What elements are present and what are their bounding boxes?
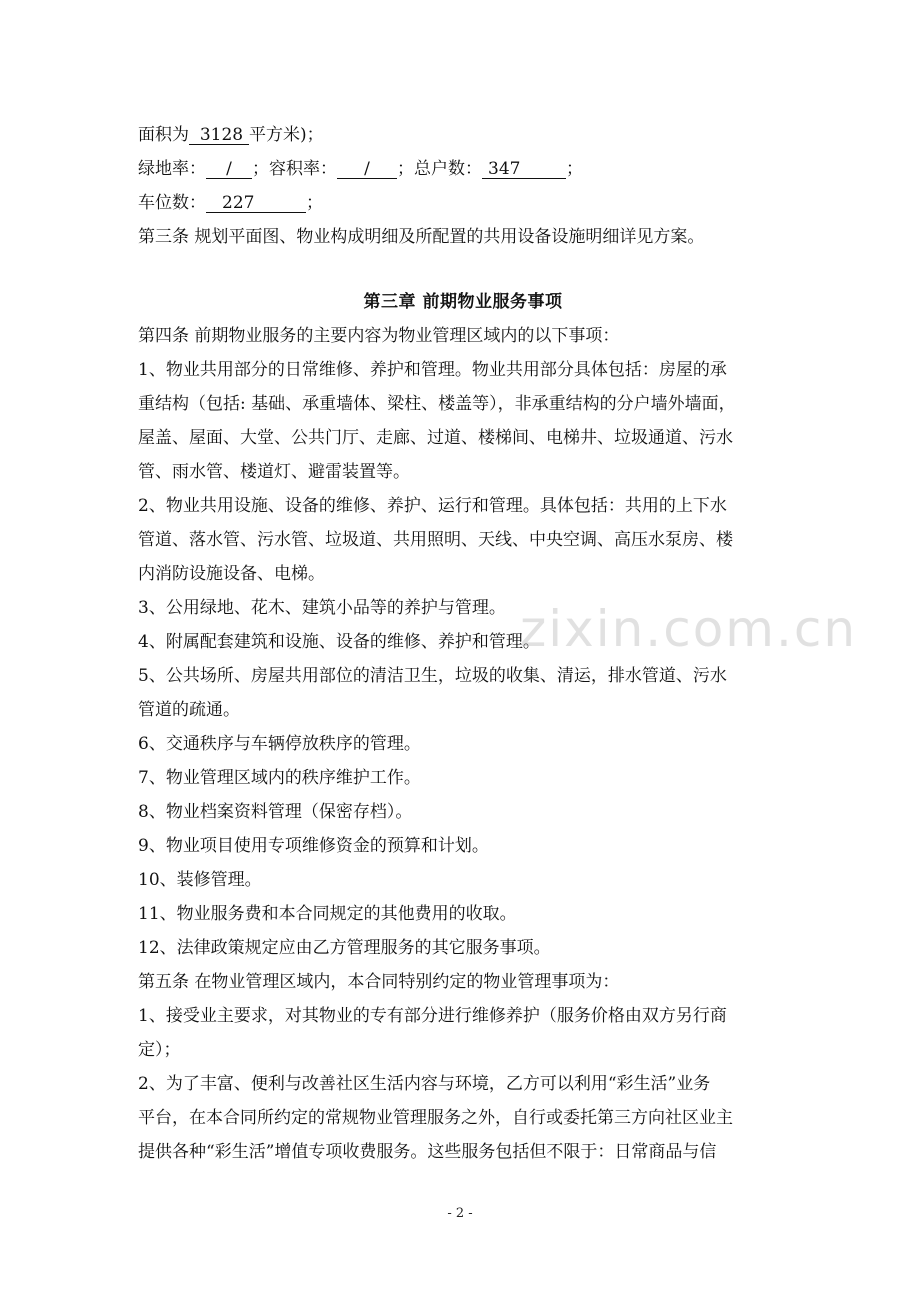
text-line: 4、附属配套建筑和设施、设备的维修、养护和管理。 — [138, 632, 540, 652]
text-line: 2、物业共用设施、设备的维修、养护、运行和管理。具体包括：共用的上下水 — [138, 496, 727, 516]
separator: ； — [566, 159, 583, 179]
text-line: 6、交通秩序与车辆停放秩序的管理。 — [138, 734, 421, 754]
text-line: 管、雨水管、楼道灯、避雷装置等。 — [138, 462, 410, 482]
text-line: 内消防设施设备、电梯。 — [138, 564, 325, 584]
text-line: 5、公共场所、房屋共用部位的清洁卫生，垃圾的收集、清运，排水管道、污水 — [138, 666, 727, 686]
text-line: 12、法律政策规定应由乙方管理服务的其它服务事项。 — [138, 938, 551, 958]
plot-ratio-label: 容积率： — [269, 159, 337, 179]
text-line: 3、公用绿地、花木、建筑小品等的养护与管理。 — [138, 598, 506, 618]
text-line: 7、物业管理区域内的秩序维护工作。 — [138, 768, 421, 788]
households-label: 总户数： — [414, 159, 482, 179]
text-line: 重结构（包括: 基础、承重墙体、梁柱、楼盖等），非承重结构的分户墙外墙面， — [138, 394, 736, 414]
article-3: 第三条 规划平面图、物业构成明细及所配置的共用设备设施明细详见方案。 — [138, 227, 705, 247]
separator: ； — [252, 159, 269, 179]
greening-label: 绿地率： — [138, 159, 206, 179]
text-line: 8、物业档案资料管理（保密存档）。 — [138, 802, 413, 822]
area-line — [138, 118, 788, 152]
text-line: 11、物业服务费和本合同规定的其他费用的收取。 — [138, 904, 517, 924]
parking-label: 车位数： — [138, 193, 206, 213]
body-paragraphs — [138, 319, 788, 1169]
chapter-title: 第三章 前期物业服务事项 — [363, 292, 563, 312]
separator: ； — [397, 159, 414, 179]
text-line: 屋盖、屋面、大堂、公共门厅、走廊、过道、楼梯间、电梯井、垃圾通道、污水 — [138, 428, 733, 448]
separator: ； — [306, 193, 323, 213]
greening-value: / — [206, 160, 252, 179]
households-value: 347 — [482, 160, 566, 179]
text-line: 1、接受业主要求，对其物业的专有部分进行维修养护（服务价格由双方另行商 — [138, 1006, 727, 1026]
text-line: 1、物业共用部分的日常维修、养护和管理。物业共用部分具体包括：房屋的承 — [138, 360, 727, 380]
ratios-line — [138, 152, 788, 186]
text-line: 提供各种“彩生活”增值专项收费服务。这些服务包括但不限于：日常商品与信 — [138, 1142, 717, 1162]
area-value: 3128 — [189, 126, 249, 145]
watermark: zixin.com.cn — [520, 600, 858, 658]
text-line: 9、物业项目使用专项维修资金的预算和计划。 — [138, 836, 489, 856]
text-line: 第五条 在物业管理区域内，本合同特别约定的物业管理事项为： — [138, 972, 620, 992]
area-prefix: 面积为 — [138, 125, 189, 145]
parking-value: 227 — [206, 194, 306, 213]
text-line: 第四条 前期物业服务的主要内容为物业管理区域内的以下事项： — [138, 326, 620, 346]
parking-line — [138, 186, 788, 220]
area-suffix: 平方米)； — [249, 125, 324, 145]
text-line: 10、装修管理。 — [138, 870, 262, 890]
text-line: 2、为了丰富、便利与改善社区生活内容与环境，乙方可以利用“彩生活”业务 — [138, 1074, 711, 1094]
text-line: 管道、落水管、污水管、垃圾道、共用照明、天线、中央空调、高压水泵房、楼 — [138, 530, 733, 550]
text-line: 管道的疏通。 — [138, 700, 240, 720]
page-number: - 2 - — [447, 1206, 473, 1221]
text-line: 平台，在本合同所约定的常规物业管理服务之外，自行或委托第三方向社区业主 — [138, 1108, 733, 1128]
text-line: 定）； — [138, 1040, 181, 1060]
plot-ratio-value: / — [337, 160, 397, 179]
